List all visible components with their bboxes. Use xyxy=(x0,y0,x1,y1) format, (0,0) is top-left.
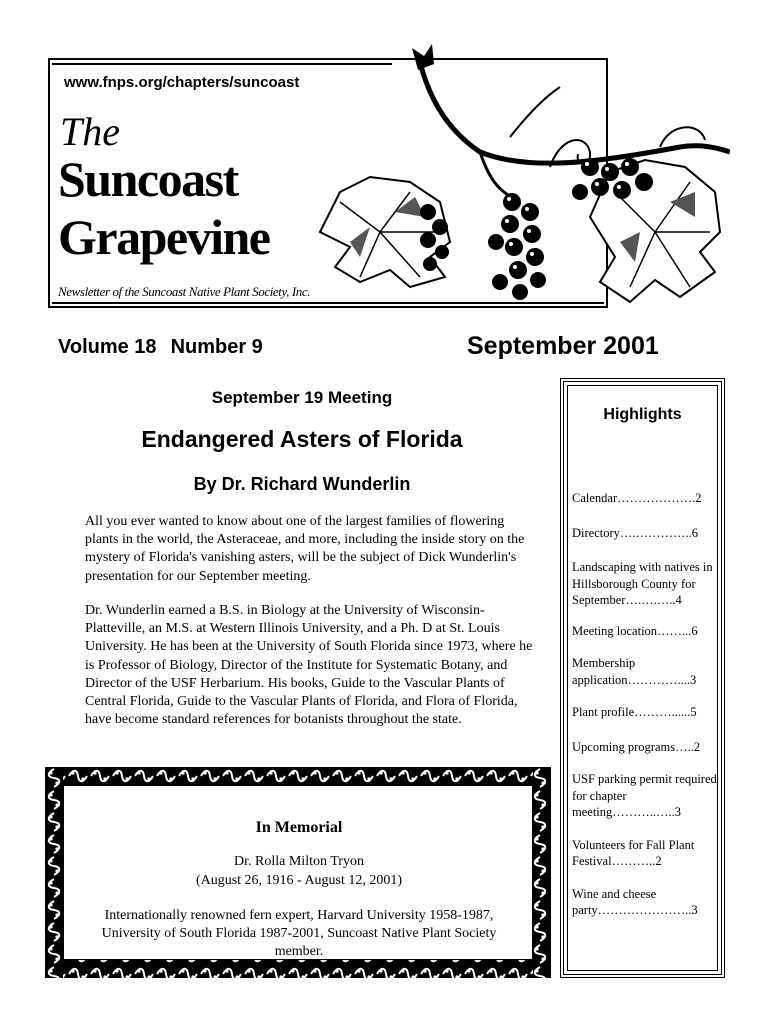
highlight-item-usf-parking[interactable]: USF parking permit required for chapter meeting………..…..3 xyxy=(572,772,717,819)
highlight-item-volunteers[interactable]: Volunteers for Fall Plant Festival………..2 xyxy=(572,837,695,868)
highlight-item-wine-cheese[interactable]: Wine and cheese party…………………..3 xyxy=(572,886,698,917)
article-paragraph-2: Dr. Wunderlin earned a B.S. in Biology at the University of Wisconsin-Platteville, an M.S. at Western Illinois University, and a Ph. D at St. Louis University. He has been at the University of South Florida since 1973, where he is Professor of Biology, Director of the Institute for Systematic Botany, and Director of the USF Herbarium. His books, Guide to the Vascular Plants of Central Florida, Guide to the Vascular Plants of Florida, and Flora of Florida, have become standard references for botanists throughout the state. xyxy=(85,603,533,728)
title-suncoast: Suncoast xyxy=(58,151,238,207)
highlight-item-plant-profile[interactable]: Plant profile………......5 xyxy=(572,705,697,719)
issue-date: September 2001 xyxy=(467,332,659,360)
memorial-description: Internationally renowned fern expert, Harvard University 1958-1987, University of South Florida 1987-2001, Suncoast Native Plant Society member. xyxy=(101,908,497,959)
volume-label: Volume 18 xyxy=(58,336,157,358)
title-grapevine: Grapevine xyxy=(58,209,270,265)
memorial-inner-panel xyxy=(63,785,533,960)
article-paragraph-1: All you ever wanted to know about one of the largest families of flowering plants in the world, the Asteraceae, and more, including the inside story on the mystery of Florida's vanishing asters, will be the subject of Dick Wunderlin's presentation for our September meeting. xyxy=(85,514,525,584)
highlight-item-upcoming-programs[interactable]: Upcoming programs…..2 xyxy=(572,739,701,754)
article-headline: Endangered Asters of Florida xyxy=(141,426,463,452)
number-label: Number 9 xyxy=(170,336,263,358)
highlight-item-directory[interactable]: Directory….…………..6 xyxy=(572,525,699,540)
article-byline: By Dr. Richard Wunderlin xyxy=(193,474,411,494)
highlight-item-membership[interactable]: Membership application…………....3 xyxy=(572,656,697,687)
memorial-dates: (August 26, 1916 - August 12, 2001) xyxy=(195,873,403,888)
meeting-heading: September 19 Meeting xyxy=(211,388,393,407)
memorial-name: Dr. Rolla Milton Tryon xyxy=(234,854,364,869)
grapevine-illustration xyxy=(300,42,730,322)
highlight-item-calendar[interactable]: Calendar……………….2 xyxy=(572,491,702,505)
highlights-list xyxy=(572,490,717,919)
chapter-url[interactable]: www.fnps.org/chapters/suncoast xyxy=(64,74,300,91)
highlight-item-landscaping[interactable]: Landscaping with natives in Hillsborough County for September….….…..4 xyxy=(572,560,713,607)
tagline: Newsletter of the Suncoast Native Plant Society, Inc. xyxy=(58,284,311,299)
highlight-item-meeting-location[interactable]: Meeting location……...6 xyxy=(572,623,698,638)
volume-number-line xyxy=(58,336,263,359)
memorial-box xyxy=(45,767,551,978)
title-the: The xyxy=(60,109,120,154)
memorial-title: In Memorial xyxy=(255,819,343,836)
highlights-title: Highlights xyxy=(603,406,682,423)
